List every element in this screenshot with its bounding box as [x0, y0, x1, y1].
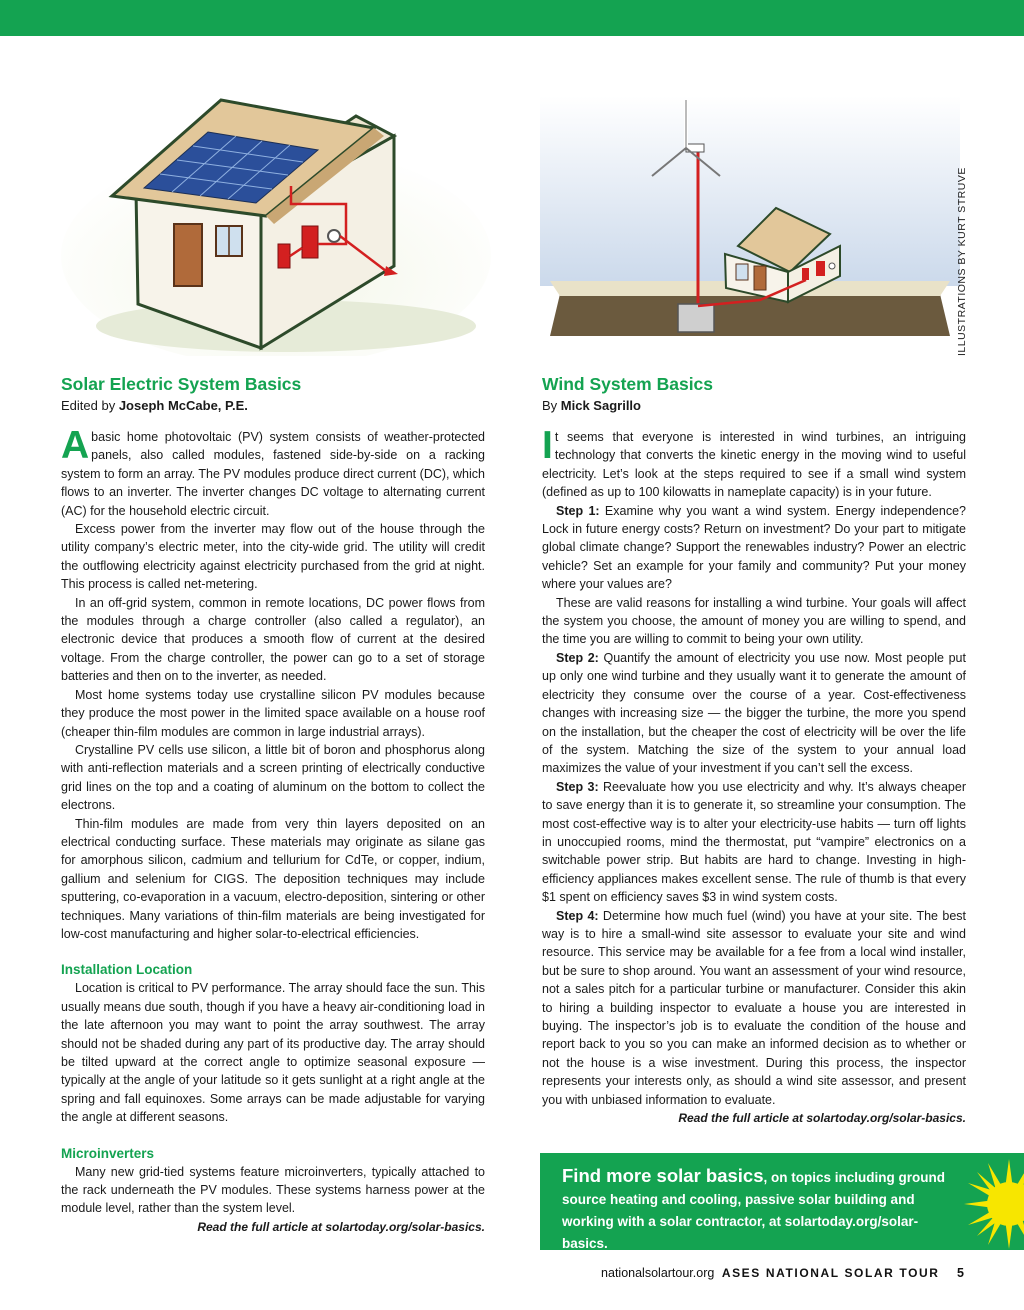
wind-step-1 — [542, 502, 966, 594]
wind-article — [542, 373, 966, 1127]
solar-paragraph-8: Many new grid-tied systems feature microinverters, typically attached to the rack underneath the PV modules. These systems harness power at the module level, rather than the system level. — [61, 1164, 485, 1216]
wind-turbine-illustration — [540, 96, 960, 358]
promo-box — [540, 1153, 1024, 1250]
footer-publication: ASES NATIONAL SOLAR TOUR — [721, 1266, 940, 1280]
solar-paragraph-7: Location is critical to PV performance. The array should face the sun. This usually means due south, though if you have a heavy air-conditioning load in the late afternoon you may want to point the array southwest. The array should not be shaded during any part of its productive day. The array should be tilted upward at the correct angle to optimize seasonal exposure — typically at the angle of your latitude so it gets sunlight at a right angle at the spring and fall equinoxes. Some arrays can be made adjustable for varying the angle at different seasons. — [61, 981, 485, 1125]
solar-byline — [61, 396, 485, 416]
top-color-band — [0, 0, 1024, 36]
solar-author: Joseph McCabe, P.E. — [118, 398, 248, 413]
step-4-label: Step 4: — [556, 908, 599, 923]
solar-paragraph-2: Excess power from the inverter may flow out of the house through the utility company’s electric meter, into the city-wide grid. The utility will credit the outflowing electricity against electricity purchased from the grid at night. This process is called net-metering. — [61, 522, 485, 592]
solar-paragraph-1-text: basic home photovoltaic (PV) system consists of weather-protected panels, also called modules, fastened side-by-side on a racking system to form an array. The PV modules produce direct current (DC), which flows to an inverter. The inverter changes DC voltage to alternating current (AC) for the household electric circuit. — [61, 430, 485, 518]
step-2-text: Quantify the amount of electricity you use now. Most people put up only one wind turbine and they usually want it to generate the amount of electricity they consume over the course of a year. Cost-effectiveness changes with increasing size — the bigger the turbine, the more you spend on the installation, but the cheaper the cost of electricity will be over the life of the system. Matching the size of the system to your annual load maximizes the value of your investment if you can’t sell the excess. — [542, 650, 966, 776]
wind-step-3 — [542, 778, 966, 907]
installation-location-heading: Installation Location — [61, 962, 193, 978]
step-2-label: Step 2: — [556, 650, 599, 665]
promo-text: , on topics including ground source heating and cooling, passive solar building and working with a solar contractor, at — [562, 1170, 945, 1229]
wind-author: Mick Sagrillo — [560, 398, 641, 413]
wind-read-more-link[interactable]: Read the full article at solartoday.org/solar-basics. — [678, 1111, 966, 1126]
solar-dropcap: A — [61, 424, 90, 467]
wind-dropcap: I — [542, 424, 553, 467]
page-footer — [601, 1266, 964, 1280]
solar-byline-prefix: Edited by — [61, 398, 119, 413]
illustration-credit: ILLUSTRATIONS BY KURT STRUVE — [956, 167, 968, 356]
solar-house-illustration — [56, 76, 496, 356]
wind-paragraph-1-text: t seems that everyone is interested in wind turbines, an intriguing technology that converts the kinetic energy in the moving wind to useful electricity. Let’s look at the steps required to see if a small wind system (defined as up to 100 kilowatts in nameplate capacity) is in your future. — [542, 430, 966, 500]
step-1-label: Step 1: — [556, 503, 600, 518]
wind-byline — [542, 396, 966, 416]
step-3-text: Reevaluate how you use electricity and why. It’s always cheaper to save energy than it is to generate it, so streamline your consumption. The most cost-effective way is to alter your electricity-use habits — turn off lights in unoccupied rooms, mind the thermostat, put “vampire” electronics on a switchable power strip. But habits are hard to change. Investing in high-efficiency appliances makes excellent sense. The rule of thumb is that every $1 spent on efficiency saves $3 in wind system costs. — [542, 779, 966, 905]
footer-site: nationalsolartour.org — [601, 1266, 715, 1280]
promo-end: . — [604, 1236, 608, 1250]
promo-headline: Find more solar basics — [562, 1165, 764, 1186]
step-3-label: Step 3: — [556, 779, 599, 794]
promo-link[interactable]: solartoday.org/solar-basics — [562, 1214, 919, 1250]
wind-paragraph-1 — [542, 424, 966, 502]
solar-paragraph-1 — [61, 424, 485, 520]
wind-article-body — [542, 424, 966, 1127]
solar-article — [61, 373, 485, 1236]
step-4-text: Determine how much fuel (wind) you have at your site. The best way is to hire a small-wind site assessor to evaluate your site and wind resource. This service may be available for a fee from a local wind installer, but be sure to shop around. You want an assessment of your wind resource, not a sales pitch for a particular turbine or manufacturer. Consider this akin to hiring a building inspector to evaluate a house you are interested in buying. The inspector’s job is to evaluate the condition of the house and report back to you so you can make an informed decision as to whether or not the house is a wise investment. During this process, the inspector represents your interests only, as should a wind site assessor, and present you with unbiased information to evaluate. — [542, 908, 966, 1107]
wind-paragraph-2: These are valid reasons for installing a wind turbine. Your goals will affect the system you choose, the amount of money you are willing to spend, and the time you are willing to commit to being your own utility. — [542, 595, 966, 647]
wind-step-2 — [542, 649, 966, 778]
page-number: 5 — [957, 1266, 964, 1280]
solar-paragraph-4: Most home systems today use crystalline silicon PV modules because they produce the most power in the limited space available on a house roof (cheaper thin-film modules are common in large industrial arrays). — [61, 687, 485, 739]
wind-article-title: Wind System Basics — [542, 374, 714, 394]
solar-article-title: Solar Electric System Basics — [61, 374, 302, 394]
step-1-text: Examine why you want a wind system. Energy independence? Lock in future energy costs? Return on investment? Do your part to mitigate global climate change? Support the renewables industry? Power an electric vehicle? Set an example for your family and community? Put your money where your values are? — [542, 503, 966, 592]
solar-paragraph-5: Crystalline PV cells use silicon, a little bit of boron and phosphorus along with anti-reflection materials and a screen printing of electrically conductive grid lines on the top and a coating of aluminum on the bottom to collect the electrons. — [61, 742, 485, 813]
solar-paragraph-3: In an off-grid system, common in remote locations, DC power flows from the modules through a charge controller (also called a regulator), an electronic device that produces a smooth flow of current at the desired voltage. From the charge controller, the power can go to a set of storage batteries and then on to the inverter, as needed. — [61, 595, 485, 684]
solar-article-body — [61, 424, 485, 1236]
microinverters-heading: Microinverters — [61, 1145, 155, 1161]
wind-step-4 — [542, 907, 966, 1109]
sun-icon — [964, 1159, 1024, 1249]
wind-byline-prefix: By — [542, 398, 561, 413]
solar-read-more-link[interactable]: Read the full article at solartoday.org/solar-basics. — [197, 1219, 485, 1234]
solar-paragraph-6: Thin-film modules are made from very thin layers deposited on an electrical conducting surface. These materials may originate as silane gas for amorphous silicon, cadmium and tellurium for CdTe, or copper, indium, gallium and selenium for CIGS. The deposition techniques may include sputtering, co-evaporation in a vacuum, electro-deposition, sintering or other techniques. Many variations of thin-film materials are being investigated for low-cost manufacturing and higher solar-to-electrical efficiencies. — [61, 816, 485, 941]
